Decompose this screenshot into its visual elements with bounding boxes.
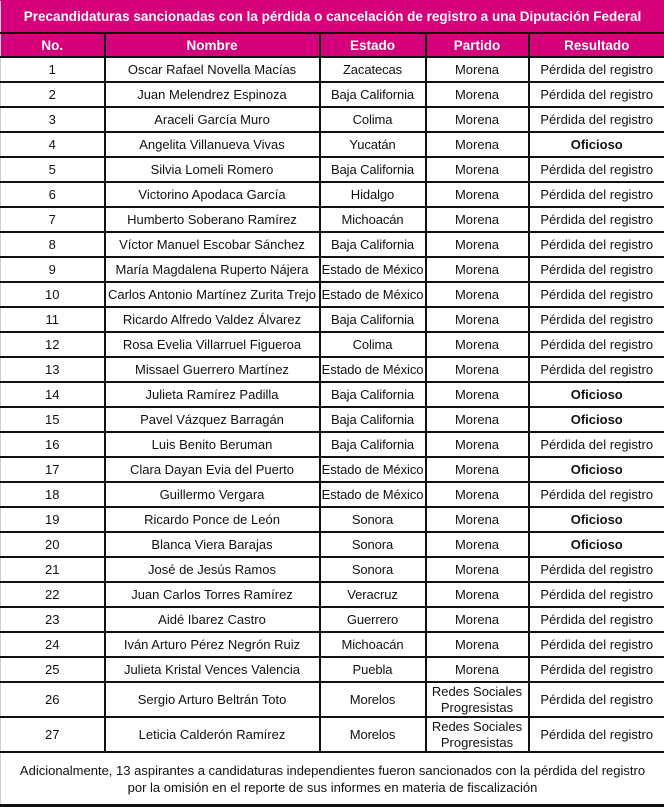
cell-no: 18 xyxy=(1,482,105,507)
cell-no: 8 xyxy=(1,232,105,257)
cell-estado: Morelos xyxy=(320,717,426,752)
cell-nombre: Angelita Villanueva Vivas xyxy=(105,132,320,157)
cell-resultado: Oficioso xyxy=(529,132,664,157)
cell-resultado: Pérdida del registro xyxy=(529,182,664,207)
cell-partido: Morena xyxy=(426,257,529,282)
cell-resultado: Pérdida del registro xyxy=(529,717,664,752)
table-row xyxy=(1,257,664,282)
cell-partido: Morena xyxy=(426,382,529,407)
table-row xyxy=(1,632,664,657)
cell-partido: Morena xyxy=(426,557,529,582)
cell-estado: Baja California xyxy=(320,382,426,407)
column-header-partido: Partido xyxy=(426,33,529,57)
cell-partido: Morena xyxy=(426,332,529,357)
cell-partido: Morena xyxy=(426,182,529,207)
cell-nombre: Aidé Ibarez Castro xyxy=(105,607,320,632)
cell-resultado: Oficioso xyxy=(529,407,664,432)
table-row xyxy=(1,107,664,132)
cell-partido: Morena xyxy=(426,482,529,507)
table-row xyxy=(1,357,664,382)
cell-estado: Baja California xyxy=(320,232,426,257)
cell-resultado: Pérdida del registro xyxy=(529,657,664,682)
cell-no: 4 xyxy=(1,132,105,157)
cell-resultado: Oficioso xyxy=(529,507,664,532)
cell-estado: Veracruz xyxy=(320,582,426,607)
cell-no: 22 xyxy=(1,582,105,607)
cell-no: 24 xyxy=(1,632,105,657)
cell-nombre: Missael Guerrero Martínez xyxy=(105,357,320,382)
cell-resultado: Pérdida del registro xyxy=(529,282,664,307)
cell-partido: Redes Sociales Progresistas xyxy=(426,682,529,717)
cell-estado: Morelos xyxy=(320,682,426,717)
table-row xyxy=(1,182,664,207)
table-row xyxy=(1,557,664,582)
cell-nombre: Pavel Vázquez Barragán xyxy=(105,407,320,432)
cell-estado: Hidalgo xyxy=(320,182,426,207)
cell-no: 20 xyxy=(1,532,105,557)
cell-partido: Morena xyxy=(426,207,529,232)
cell-resultado: Pérdida del registro xyxy=(529,557,664,582)
table-row xyxy=(1,57,664,82)
cell-estado: Zacatecas xyxy=(320,57,426,82)
cell-no: 6 xyxy=(1,182,105,207)
table-row xyxy=(1,407,664,432)
cell-nombre: Víctor Manuel Escobar Sánchez xyxy=(105,232,320,257)
cell-partido: Morena xyxy=(426,407,529,432)
cell-resultado: Pérdida del registro xyxy=(529,107,664,132)
cell-resultado: Pérdida del registro xyxy=(529,332,664,357)
cell-no: 21 xyxy=(1,557,105,582)
cell-nombre: José de Jesús Ramos xyxy=(105,557,320,582)
cell-nombre: Clara Dayan Evia del Puerto xyxy=(105,457,320,482)
cell-no: 12 xyxy=(1,332,105,357)
cell-estado: Estado de México xyxy=(320,257,426,282)
cell-resultado: Pérdida del registro xyxy=(529,482,664,507)
cell-nombre: Araceli García Muro xyxy=(105,107,320,132)
cell-resultado: Pérdida del registro xyxy=(529,207,664,232)
cell-nombre: Rosa Evelia Villarruel Figueroa xyxy=(105,332,320,357)
cell-estado: Colima xyxy=(320,332,426,357)
cell-partido: Morena xyxy=(426,607,529,632)
cell-estado: Estado de México xyxy=(320,282,426,307)
table-row xyxy=(1,157,664,182)
footer-note: Adicionalmente, 13 aspirantes a candidaturas independientes fueron sancionados con la pérdida del registro por la omisión en el reporte de sus informes en materia de fiscalización xyxy=(1,752,664,806)
cell-estado: Puebla xyxy=(320,657,426,682)
cell-resultado: Pérdida del registro xyxy=(529,682,664,717)
table-title: Precandidaturas sancionadas con la pérdida o cancelación de registro a una Diputación Federal xyxy=(1,1,664,34)
cell-no: 23 xyxy=(1,607,105,632)
cell-nombre: Julieta Kristal Vences Valencia xyxy=(105,657,320,682)
column-header-nombre: Nombre xyxy=(105,33,320,57)
cell-nombre: Ricardo Alfredo Valdez Álvarez xyxy=(105,307,320,332)
cell-partido: Morena xyxy=(426,582,529,607)
cell-estado: Sonora xyxy=(320,557,426,582)
table-row xyxy=(1,382,664,407)
cell-nombre: Victorino Apodaca García xyxy=(105,182,320,207)
cell-nombre: Iván Arturo Pérez Negrón Ruiz xyxy=(105,632,320,657)
cell-partido: Morena xyxy=(426,157,529,182)
cell-resultado: Pérdida del registro xyxy=(529,607,664,632)
cell-nombre: María Magdalena Ruperto Nájera xyxy=(105,257,320,282)
cell-no: 1 xyxy=(1,57,105,82)
cell-nombre: Luis Benito Beruman xyxy=(105,432,320,457)
cell-partido: Morena xyxy=(426,307,529,332)
cell-estado: Guerrero xyxy=(320,607,426,632)
table-row xyxy=(1,232,664,257)
cell-estado: Colima xyxy=(320,107,426,132)
cell-estado: Estado de México xyxy=(320,457,426,482)
cell-resultado: Oficioso xyxy=(529,457,664,482)
cell-no: 19 xyxy=(1,507,105,532)
cell-nombre: Guillermo Vergara xyxy=(105,482,320,507)
table-row xyxy=(1,82,664,107)
cell-partido: Morena xyxy=(426,282,529,307)
cell-partido: Morena xyxy=(426,507,529,532)
cell-nombre: Juan Carlos Torres Ramírez xyxy=(105,582,320,607)
table-row xyxy=(1,432,664,457)
cell-nombre: Sergio Arturo Beltrán Toto xyxy=(105,682,320,717)
cell-partido: Morena xyxy=(426,357,529,382)
header-row xyxy=(1,33,664,57)
table-row xyxy=(1,582,664,607)
cell-no: 9 xyxy=(1,257,105,282)
cell-resultado: Pérdida del registro xyxy=(529,257,664,282)
cell-estado: Yucatán xyxy=(320,132,426,157)
table-row xyxy=(1,132,664,157)
cell-partido: Morena xyxy=(426,82,529,107)
table-row xyxy=(1,207,664,232)
table-row xyxy=(1,607,664,632)
cell-resultado: Pérdida del registro xyxy=(529,82,664,107)
table-row xyxy=(1,482,664,507)
cell-partido: Redes Sociales Progresistas xyxy=(426,717,529,752)
cell-resultado: Oficioso xyxy=(529,382,664,407)
cell-estado: Michoacán xyxy=(320,632,426,657)
cell-nombre: Juan Melendrez Espinoza xyxy=(105,82,320,107)
cell-estado: Sonora xyxy=(320,532,426,557)
column-header-estado: Estado xyxy=(320,33,426,57)
cell-resultado: Pérdida del registro xyxy=(529,632,664,657)
cell-resultado: Pérdida del registro xyxy=(529,232,664,257)
cell-estado: Baja California xyxy=(320,307,426,332)
table-row xyxy=(1,507,664,532)
cell-estado: Estado de México xyxy=(320,482,426,507)
cell-estado: Sonora xyxy=(320,507,426,532)
cell-no: 17 xyxy=(1,457,105,482)
cell-partido: Morena xyxy=(426,457,529,482)
cell-no: 26 xyxy=(1,682,105,717)
cell-no: 14 xyxy=(1,382,105,407)
table-row xyxy=(1,682,664,717)
table-body xyxy=(1,57,664,752)
cell-resultado: Pérdida del registro xyxy=(529,357,664,382)
cell-nombre: Carlos Antonio Martínez Zurita Trejo xyxy=(105,282,320,307)
cell-partido: Morena xyxy=(426,232,529,257)
cell-nombre: Julieta Ramírez Padilla xyxy=(105,382,320,407)
cell-resultado: Pérdida del registro xyxy=(529,582,664,607)
cell-nombre: Ricardo Ponce de León xyxy=(105,507,320,532)
table-row xyxy=(1,532,664,557)
cell-resultado: Pérdida del registro xyxy=(529,307,664,332)
title-row xyxy=(1,1,664,34)
footer-row xyxy=(1,752,664,806)
cell-partido: Morena xyxy=(426,57,529,82)
cell-estado: Baja California xyxy=(320,82,426,107)
cell-resultado: Oficioso xyxy=(529,532,664,557)
column-header-resultado: Resultado xyxy=(529,33,664,57)
cell-nombre: Silvia Lomeli Romero xyxy=(105,157,320,182)
cell-estado: Estado de México xyxy=(320,357,426,382)
cell-resultado: Pérdida del registro xyxy=(529,157,664,182)
cell-estado: Baja California xyxy=(320,407,426,432)
cell-nombre: Blanca Viera Barajas xyxy=(105,532,320,557)
cell-resultado: Pérdida del registro xyxy=(529,432,664,457)
cell-partido: Morena xyxy=(426,432,529,457)
cell-no: 10 xyxy=(1,282,105,307)
cell-nombre: Humberto Soberano Ramírez xyxy=(105,207,320,232)
cell-partido: Morena xyxy=(426,632,529,657)
cell-no: 7 xyxy=(1,207,105,232)
cell-no: 11 xyxy=(1,307,105,332)
table-row xyxy=(1,457,664,482)
cell-no: 5 xyxy=(1,157,105,182)
table-row xyxy=(1,657,664,682)
cell-no: 27 xyxy=(1,717,105,752)
table-row xyxy=(1,282,664,307)
cell-estado: Baja California xyxy=(320,157,426,182)
table-row xyxy=(1,717,664,752)
column-header-no: No. xyxy=(1,33,105,57)
cell-no: 13 xyxy=(1,357,105,382)
cell-partido: Morena xyxy=(426,532,529,557)
cell-no: 3 xyxy=(1,107,105,132)
cell-nombre: Oscar Rafael Novella Macías xyxy=(105,57,320,82)
cell-no: 16 xyxy=(1,432,105,457)
cell-partido: Morena xyxy=(426,657,529,682)
cell-no: 2 xyxy=(1,82,105,107)
table-row xyxy=(1,332,664,357)
cell-estado: Michoacán xyxy=(320,207,426,232)
cell-no: 25 xyxy=(1,657,105,682)
cell-no: 15 xyxy=(1,407,105,432)
cell-nombre: Leticia Calderón Ramírez xyxy=(105,717,320,752)
cell-partido: Morena xyxy=(426,132,529,157)
cell-resultado: Pérdida del registro xyxy=(529,57,664,82)
cell-estado: Baja California xyxy=(320,432,426,457)
cell-partido: Morena xyxy=(426,107,529,132)
table-row xyxy=(1,307,664,332)
